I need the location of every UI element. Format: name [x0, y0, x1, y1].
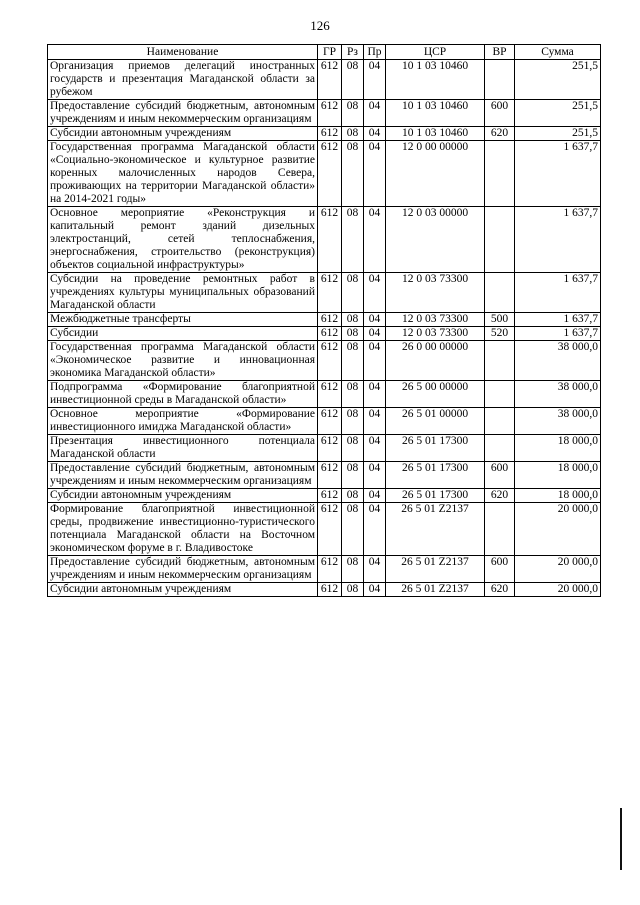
header-sum: Сумма — [515, 45, 601, 60]
row-gr: 612 — [318, 462, 342, 489]
header-gr: ГР — [318, 45, 342, 60]
table-row — [48, 313, 601, 327]
row-sum: 18 000,0 — [515, 462, 601, 489]
row-pr: 04 — [364, 127, 386, 141]
row-csr: 10 1 03 10460 — [386, 60, 485, 100]
table-row — [48, 341, 601, 381]
row-pr: 04 — [364, 435, 386, 462]
row-vr — [485, 408, 515, 435]
row-rz: 08 — [342, 341, 364, 381]
table-row — [48, 207, 601, 273]
page-number: 126 — [310, 18, 330, 33]
row-name: Субсидии автономным учреждениям — [48, 583, 318, 597]
row-gr: 612 — [318, 408, 342, 435]
row-gr: 612 — [318, 489, 342, 503]
table-row — [48, 273, 601, 313]
row-name: Субсидии автономным учреждениям — [48, 127, 318, 141]
row-sum: 1 637,7 — [515, 313, 601, 327]
row-pr: 04 — [364, 583, 386, 597]
row-vr — [485, 503, 515, 556]
table-row — [48, 381, 601, 408]
row-name: Основное мероприятие «Формирование инвестиционного имиджа Магаданской области» — [48, 408, 318, 435]
row-rz: 08 — [342, 60, 364, 100]
budget-table — [47, 44, 601, 597]
row-rz: 08 — [342, 408, 364, 435]
row-vr — [485, 60, 515, 100]
row-rz: 08 — [342, 100, 364, 127]
row-name: Государственная программа Магаданской области «Экономическое развитие и инновационная экономика Магаданской области» — [48, 341, 318, 381]
row-pr: 04 — [364, 60, 386, 100]
table-row — [48, 556, 601, 583]
row-vr — [485, 141, 515, 207]
row-pr: 04 — [364, 327, 386, 341]
scan-edge-mark — [620, 808, 622, 870]
row-sum: 38 000,0 — [515, 381, 601, 408]
row-rz: 08 — [342, 503, 364, 556]
table-row — [48, 60, 601, 100]
row-vr — [485, 435, 515, 462]
row-name: Государственная программа Магаданской области «Социально-экономическое и культурное развитие коренных малочисленных народов Севера, проживающих на территории Магаданской области» на 2014-2021 годы» — [48, 141, 318, 207]
row-sum: 38 000,0 — [515, 341, 601, 381]
row-gr: 612 — [318, 141, 342, 207]
row-gr: 612 — [318, 207, 342, 273]
row-name: Субсидии — [48, 327, 318, 341]
row-rz: 08 — [342, 327, 364, 341]
row-name: Субсидии автономным учреждениям — [48, 489, 318, 503]
table-body — [48, 60, 601, 597]
row-pr: 04 — [364, 503, 386, 556]
row-pr: 04 — [364, 341, 386, 381]
row-gr: 612 — [318, 273, 342, 313]
row-rz: 08 — [342, 462, 364, 489]
row-name: Предоставление субсидий бюджетным, автономным учреждениям и иным некоммерческим организациям — [48, 100, 318, 127]
row-pr: 04 — [364, 408, 386, 435]
row-pr: 04 — [364, 141, 386, 207]
header-rz: Рз — [342, 45, 364, 60]
row-name: Предоставление субсидий бюджетным, автономным учреждениям и иным некоммерческим организациям — [48, 556, 318, 583]
row-gr: 612 — [318, 327, 342, 341]
row-csr: 26 5 01 17300 — [386, 489, 485, 503]
row-vr — [485, 381, 515, 408]
row-rz: 08 — [342, 127, 364, 141]
row-csr: 12 0 03 73300 — [386, 273, 485, 313]
row-pr: 04 — [364, 273, 386, 313]
table-row — [48, 462, 601, 489]
row-vr: 600 — [485, 100, 515, 127]
row-sum: 18 000,0 — [515, 489, 601, 503]
header-row — [48, 45, 601, 60]
table-row — [48, 127, 601, 141]
row-pr: 04 — [364, 556, 386, 583]
row-csr: 26 5 01 Z2137 — [386, 503, 485, 556]
row-csr: 12 0 03 73300 — [386, 313, 485, 327]
row-name: Субсидии на проведение ремонтных работ в учреждениях культуры муниципальных образований Магаданской области — [48, 273, 318, 313]
row-rz: 08 — [342, 141, 364, 207]
row-pr: 04 — [364, 207, 386, 273]
row-name: Основное мероприятие «Реконструкция и капитальный ремонт зданий дизельных электростанций, сетей теплоснабжения, энергоснабжения, строительство (реконструкция) объектов социальной инфраструктуры» — [48, 207, 318, 273]
header-csr: ЦСР — [386, 45, 485, 60]
row-sum: 251,5 — [515, 60, 601, 100]
header-pr: Пр — [364, 45, 386, 60]
row-vr: 620 — [485, 489, 515, 503]
row-name: Презентация инвестиционного потенциала Магаданской области — [48, 435, 318, 462]
table-row — [48, 503, 601, 556]
row-csr: 26 5 01 17300 — [386, 435, 485, 462]
row-rz: 08 — [342, 273, 364, 313]
row-pr: 04 — [364, 313, 386, 327]
row-name: Подпрограмма «Формирование благоприятной инвестиционной среды в Магаданской области» — [48, 381, 318, 408]
row-sum: 1 637,7 — [515, 327, 601, 341]
row-rz: 08 — [342, 583, 364, 597]
row-name: Межбюджетные трансферты — [48, 313, 318, 327]
table-row — [48, 141, 601, 207]
row-gr: 612 — [318, 435, 342, 462]
row-rz: 08 — [342, 435, 364, 462]
row-csr: 26 5 01 17300 — [386, 462, 485, 489]
row-vr: 600 — [485, 556, 515, 583]
row-sum: 20 000,0 — [515, 503, 601, 556]
row-pr: 04 — [364, 489, 386, 503]
row-sum: 38 000,0 — [515, 408, 601, 435]
row-name: Формирование благоприятной инвестиционной среды, продвижение инвестиционно-туристического потенциала Магаданской области на Восточном экономическом форуме в г. Владивостоке — [48, 503, 318, 556]
row-rz: 08 — [342, 207, 364, 273]
row-gr: 612 — [318, 583, 342, 597]
row-sum: 20 000,0 — [515, 556, 601, 583]
row-gr: 612 — [318, 556, 342, 583]
row-rz: 08 — [342, 556, 364, 583]
row-pr: 04 — [364, 100, 386, 127]
row-csr: 26 5 01 Z2137 — [386, 583, 485, 597]
row-rz: 08 — [342, 313, 364, 327]
row-pr: 04 — [364, 381, 386, 408]
row-vr — [485, 341, 515, 381]
row-sum: 251,5 — [515, 100, 601, 127]
row-sum: 251,5 — [515, 127, 601, 141]
header-name: Наименование — [48, 45, 318, 60]
row-csr: 10 1 03 10460 — [386, 127, 485, 141]
row-sum: 1 637,7 — [515, 141, 601, 207]
row-csr: 26 5 00 00000 — [386, 381, 485, 408]
table-row — [48, 435, 601, 462]
row-csr: 12 0 03 73300 — [386, 327, 485, 341]
row-gr: 612 — [318, 127, 342, 141]
table-row — [48, 583, 601, 597]
row-vr: 600 — [485, 462, 515, 489]
row-rz: 08 — [342, 489, 364, 503]
row-sum: 1 637,7 — [515, 273, 601, 313]
row-vr — [485, 207, 515, 273]
row-pr: 04 — [364, 462, 386, 489]
table-row — [48, 408, 601, 435]
row-gr: 612 — [318, 341, 342, 381]
table-row — [48, 489, 601, 503]
row-sum: 18 000,0 — [515, 435, 601, 462]
row-vr — [485, 273, 515, 313]
row-csr: 26 5 01 00000 — [386, 408, 485, 435]
row-csr: 26 5 01 Z2137 — [386, 556, 485, 583]
header-vr: ВР — [485, 45, 515, 60]
row-gr: 612 — [318, 381, 342, 408]
row-gr: 612 — [318, 60, 342, 100]
row-name: Организация приемов делегаций иностранных государств и презентация Магаданской области за рубежом — [48, 60, 318, 100]
row-sum: 1 637,7 — [515, 207, 601, 273]
row-gr: 612 — [318, 503, 342, 556]
row-vr: 520 — [485, 327, 515, 341]
row-csr: 26 0 00 00000 — [386, 341, 485, 381]
row-vr: 620 — [485, 583, 515, 597]
row-vr: 620 — [485, 127, 515, 141]
row-csr: 12 0 03 00000 — [386, 207, 485, 273]
row-gr: 612 — [318, 100, 342, 127]
row-name: Предоставление субсидий бюджетным, автономным учреждениям и иным некоммерческим организациям — [48, 462, 318, 489]
row-rz: 08 — [342, 381, 364, 408]
row-vr: 500 — [485, 313, 515, 327]
table-row — [48, 100, 601, 127]
table-row — [48, 327, 601, 341]
row-csr: 12 0 00 00000 — [386, 141, 485, 207]
row-sum: 20 000,0 — [515, 583, 601, 597]
row-gr: 612 — [318, 313, 342, 327]
row-csr: 10 1 03 10460 — [386, 100, 485, 127]
